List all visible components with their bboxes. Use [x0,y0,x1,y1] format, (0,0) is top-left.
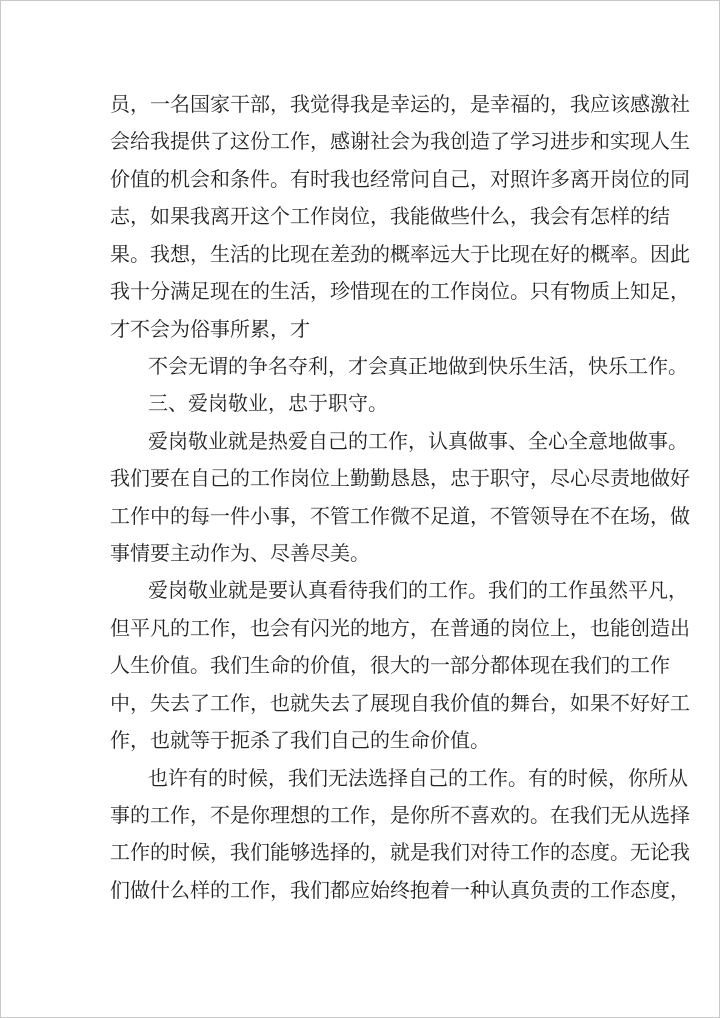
text-line: 爱岗敬业就是热爱自己的工作，认真做事、全心全意地做事。 [148,429,688,453]
text-line: 志，如果我离开这个工作岗位，我能做些什么，我会有怎样的结 [110,204,670,228]
text-line: 中，失去了工作，也就失去了展现自我价值的舞台，如果不好好工 [110,691,690,715]
text-line: 工作中的每一件小事，不管工作微不足道，不管领导在不在场，做 [110,504,690,528]
text-line: 作，也就等于扼杀了我们自己的生命价值。 [110,728,490,752]
text-line: 不会无谓的争名夺利，才会真正地做到快乐生活，快乐工作。 [148,354,688,378]
text-line: 人生价值。我们生命的价值，很大的一部分都体现在我们的工作 [110,653,670,677]
text-line: 我们要在自己的工作岗位上勤勤恳恳，忠于职守，尽心尽责地做好 [110,466,690,490]
text-line: 们做什么样的工作，我们都应始终抱着一种认真负责的工作态度， [110,878,690,902]
text-line: 才不会为俗事所累，才 [110,317,310,341]
text-line: 事情要主动作为、尽善尽美。 [110,541,370,565]
text-line: 爱岗敬业就是要认真看待我们的工作。我们的工作虽然平凡， [148,578,688,602]
section-heading: 三、爱岗敬业，忠于职守。 [148,391,388,415]
text-line: 会给我提供了这份工作，感谢社会为我创造了学习进步和实现人生 [110,129,690,153]
text-line: 事的工作，不是你理想的工作，是你所不喜欢的。在我们无从选择 [110,803,690,827]
text-line: 员，一名国家干部，我觉得我是幸运的，是幸福的，我应该感激社 [110,92,690,116]
text-line: 工作的时候，我们能够选择的，就是我们对待工作的态度。无论我 [110,840,690,864]
text-line: 也许有的时候，我们无法选择自己的工作。有的时候，你所从 [148,766,688,790]
text-line: 果。我想，生活的比现在差劲的概率远大于比现在好的概率。因此 [110,242,690,266]
text-line: 我十分满足现在的生活，珍惜现在的工作岗位。只有物质上知足， [110,279,690,303]
text-line: 但平凡的工作，也会有闪光的地方，在普通的岗位上，也能创造出 [110,616,690,640]
text-line: 价值的机会和条件。有时我也经常问自己，对照许多离开岗位的同 [110,167,690,191]
